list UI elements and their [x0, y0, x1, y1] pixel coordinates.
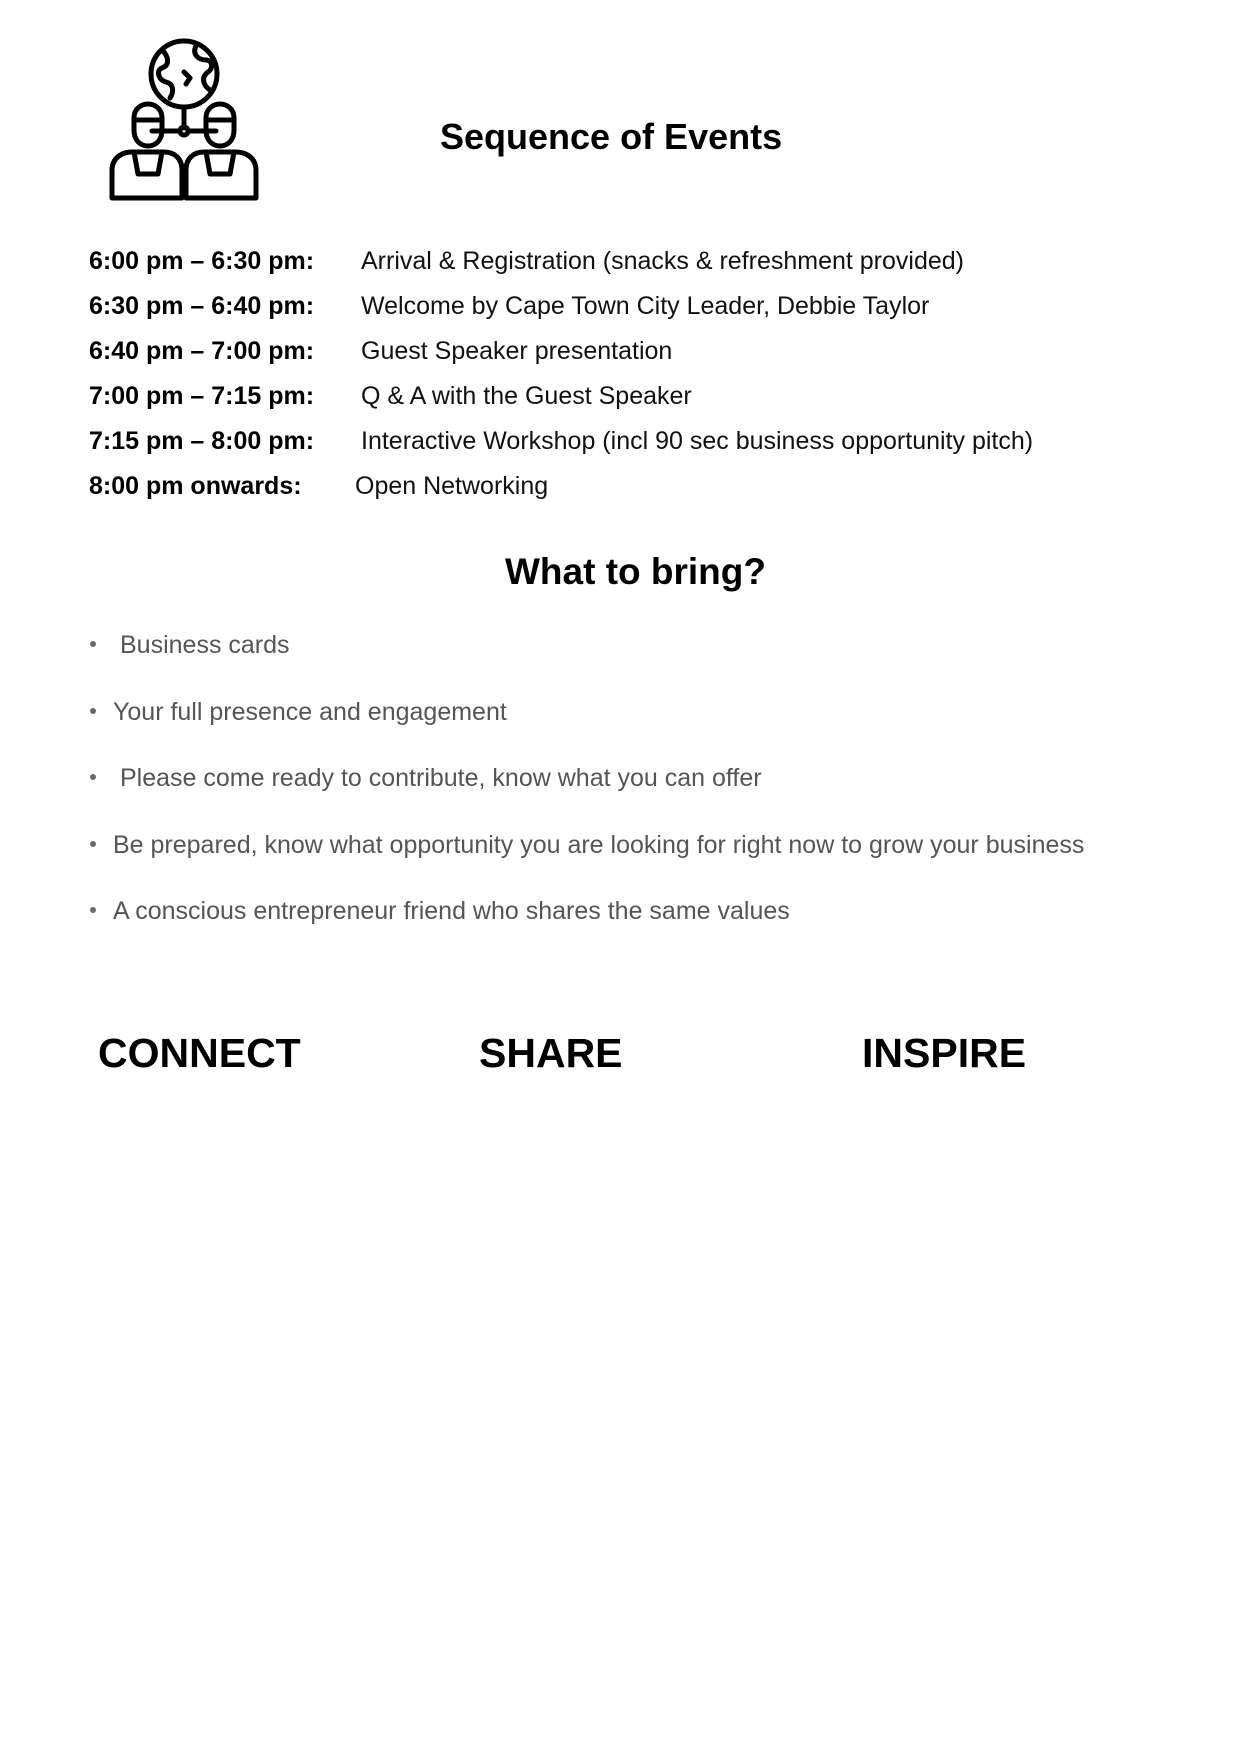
- list-item: [86, 830, 1206, 897]
- globe-network-people-icon: [108, 38, 260, 202]
- bullet-icon: [90, 841, 96, 847]
- schedule-description: Interactive Workshop (incl 90 sec business opportunity pitch): [361, 427, 1034, 455]
- schedule-description: Open Networking: [355, 472, 549, 500]
- schedule-description: Welcome by Cape Town City Leader, Debbie Taylor: [361, 292, 930, 320]
- schedule-row: [89, 246, 1189, 291]
- schedule-time: 6:30 pm – 6:40 pm:: [89, 292, 315, 320]
- schedule-time: 7:15 pm – 8:00 pm:: [89, 427, 315, 455]
- list-item-text: Business cards: [120, 631, 290, 659]
- schedule-row: [89, 291, 1189, 336]
- list-item: [86, 896, 1206, 963]
- list-item-text: A conscious entrepreneur friend who shares the same values: [113, 897, 790, 925]
- schedule-time: 8:00 pm onwards:: [89, 472, 302, 500]
- what-to-bring-list: [86, 630, 1206, 963]
- what-to-bring-heading: What to bring?: [505, 551, 766, 592]
- schedule-time: 7:00 pm – 7:15 pm:: [89, 382, 315, 410]
- schedule-row: [89, 471, 1189, 516]
- schedule-description: Q & A with the Guest Speaker: [361, 382, 692, 410]
- list-item: [86, 763, 1206, 830]
- bullet-icon: [90, 774, 96, 780]
- list-item: [86, 630, 1206, 697]
- list-item-text: Be prepared, know what opportunity you are looking for right now to grow your business: [113, 830, 1085, 859]
- schedule-time: 6:40 pm – 7:00 pm:: [89, 337, 315, 365]
- slogan-share: SHARE: [479, 1030, 623, 1076]
- schedule-description: Arrival & Registration (snacks & refreshment provided): [361, 247, 965, 275]
- list-item: [86, 697, 1206, 764]
- slogan-inspire: INSPIRE: [862, 1030, 1027, 1076]
- bullet-icon: [90, 641, 96, 647]
- schedule-time: 6:00 pm – 6:30 pm:: [89, 247, 315, 275]
- schedule-description: Guest Speaker presentation: [361, 337, 673, 365]
- page-title: Sequence of Events: [440, 116, 783, 157]
- bullet-icon: [90, 708, 96, 714]
- schedule-row: [89, 381, 1189, 426]
- list-item-text: Please come ready to contribute, know what you can offer: [120, 764, 762, 792]
- schedule-row: [89, 336, 1189, 381]
- slogan-connect: CONNECT: [98, 1030, 301, 1076]
- event-schedule: [89, 246, 1189, 516]
- bullet-icon: [90, 907, 96, 913]
- schedule-row: [89, 426, 1189, 471]
- list-item-text: Your full presence and engagement: [113, 697, 507, 726]
